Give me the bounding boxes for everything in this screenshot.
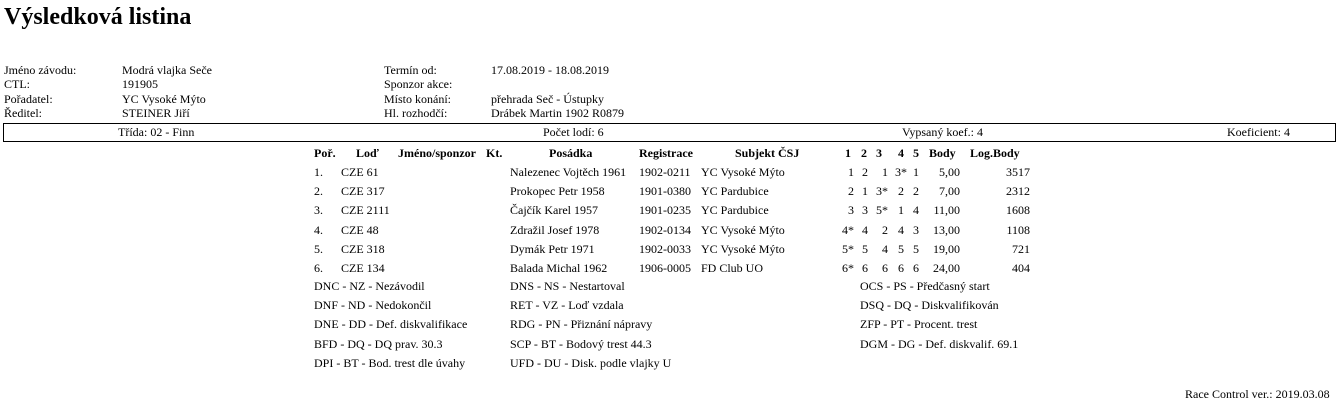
cell-posadka: Čajčík Karel 1957 xyxy=(510,203,598,218)
cell-posadka: Balada Michal 1962 xyxy=(510,261,608,275)
class-pocet-lodi: Počet lodí: 6 xyxy=(543,125,604,139)
legend-item: RET - VZ - Loď vzdala xyxy=(510,298,624,313)
cell-lod: CZE 318 xyxy=(341,241,385,256)
legend-item: UFD - DU - Disk. podle vlajky U xyxy=(510,355,672,370)
info-label: Jméno závodu: xyxy=(4,63,77,77)
cell-posadka: Nalezenec Vojtěch 1961 xyxy=(510,165,627,179)
info-label: Sponzor akce: xyxy=(384,77,453,91)
cell-body: 11,00 xyxy=(933,203,960,218)
header-subjekt: Subjekt ČSJ xyxy=(735,146,800,160)
cell-lod: CZE 317 xyxy=(341,184,385,199)
cell-r3: 2 xyxy=(882,222,888,237)
cell-por: 1. xyxy=(314,165,323,179)
cell-r5: 1 xyxy=(913,165,919,179)
cell-r3: 4 xyxy=(882,241,888,256)
info-value: STEINER Jiří xyxy=(122,106,190,120)
cell-r5: 3 xyxy=(913,222,919,237)
footer-version: Race Control ver.: 2019.03.08 xyxy=(1185,387,1330,401)
cell-registrace: 1901-0235 xyxy=(639,203,691,218)
cell-por: 3. xyxy=(314,203,323,218)
legend-item: SCP - BT - Bodový trest 44.3 xyxy=(510,336,652,351)
legend-item: DPI - BT - Bod. trest dle úvahy xyxy=(314,355,466,370)
cell-r5: 5 xyxy=(913,241,919,256)
legend-item: DSQ - DQ - Diskvalifikován xyxy=(860,298,999,313)
cell-r4: 3* xyxy=(895,165,907,179)
legend-item: BFD - DQ - DQ prav. 30.3 xyxy=(314,336,443,351)
cell-r4: 2 xyxy=(898,184,904,199)
cell-r5: 6 xyxy=(913,261,919,275)
cell-r2: 5 xyxy=(862,241,868,256)
header-kt: Kt. xyxy=(486,146,503,160)
cell-subjekt: YC Vysoké Mýto xyxy=(701,165,785,179)
class-koeficient: Koeficient: 4 xyxy=(1227,125,1290,139)
cell-r4: 5 xyxy=(898,241,904,256)
cell-posadka: Zdražil Josef 1978 xyxy=(510,222,600,237)
cell-r3: 5* xyxy=(876,203,888,218)
info-value: YC Vysoké Mýto xyxy=(122,92,206,106)
cell-por: 5. xyxy=(314,241,323,256)
cell-por: 6. xyxy=(314,261,323,275)
cell-r5: 2 xyxy=(913,184,919,199)
info-label: Ředitel: xyxy=(4,106,42,120)
header-r3: 3 xyxy=(876,146,882,160)
cell-r4: 6 xyxy=(898,261,904,275)
class-vypsany-koef: Vypsaný koef.: 4 xyxy=(902,125,983,139)
cell-posadka: Dymák Petr 1971 xyxy=(510,241,595,256)
cell-logbody: 721 xyxy=(1012,241,1030,256)
cell-r2: 3 xyxy=(862,203,868,218)
cell-body: 13,00 xyxy=(933,222,960,237)
info-value: Drábek Martin 1902 R0879 xyxy=(491,106,624,120)
cell-r2: 6 xyxy=(862,261,868,275)
cell-logbody: 1108 xyxy=(1006,222,1030,237)
cell-r1: 1 xyxy=(848,165,854,179)
legend-item: OCS - PS - Předčasný start xyxy=(860,279,990,293)
cell-subjekt: YC Pardubice xyxy=(701,184,769,199)
cell-lod: CZE 61 xyxy=(341,165,379,179)
cell-r4: 1 xyxy=(898,203,904,218)
header-jmeno: Jméno/sponzor xyxy=(398,146,476,160)
cell-logbody: 3517 xyxy=(1006,165,1030,179)
cell-body: 5,00 xyxy=(939,165,960,179)
cell-r3: 3* xyxy=(876,184,888,199)
cell-posadka: Prokopec Petr 1958 xyxy=(510,184,605,199)
class-trida: Třída: 02 - Finn xyxy=(118,125,195,139)
cell-registrace: 1902-0134 xyxy=(639,222,691,237)
info-value: 191905 xyxy=(122,77,158,91)
cell-lod: CZE 48 xyxy=(341,222,379,237)
header-por: Poř. xyxy=(314,146,336,160)
header-registrace: Registrace xyxy=(639,146,693,160)
cell-body: 19,00 xyxy=(933,241,960,256)
cell-r1: 5* xyxy=(842,241,854,256)
info-label: Místo konání: xyxy=(384,92,452,106)
cell-lod: CZE 134 xyxy=(341,261,385,275)
cell-subjekt: YC Pardubice xyxy=(701,203,769,218)
cell-r1: 3 xyxy=(848,203,854,218)
cell-r3: 1 xyxy=(882,165,888,179)
info-label: Termín od: xyxy=(384,63,437,77)
cell-subjekt: YC Vysoké Mýto xyxy=(701,222,785,237)
legend-item: DNC - NZ - Nezávodil xyxy=(314,279,425,293)
cell-registrace: 1906-0005 xyxy=(639,261,691,275)
info-value: Modrá vlajka Seče xyxy=(122,63,212,77)
cell-r5: 4 xyxy=(913,203,919,218)
info-value: přehrada Seč - Ústupky xyxy=(491,92,604,106)
cell-body: 24,00 xyxy=(933,261,960,275)
cell-r1: 6* xyxy=(842,261,854,275)
cell-r1: 2 xyxy=(848,184,854,199)
cell-por: 4. xyxy=(314,222,323,237)
cell-registrace: 1902-0211 xyxy=(639,165,691,179)
info-label: CTL: xyxy=(4,77,30,91)
header-lod: Loď xyxy=(356,146,379,160)
info-label: Hl. rozhodčí: xyxy=(384,106,448,120)
cell-logbody: 1608 xyxy=(1006,203,1030,218)
cell-logbody: 404 xyxy=(1012,261,1030,275)
header-r5: 5 xyxy=(913,146,919,160)
legend-item: ZFP - PT - Procent. trest xyxy=(860,317,978,332)
header-posadka: Posádka xyxy=(549,146,593,160)
cell-r2: 4 xyxy=(862,222,868,237)
cell-r3: 6 xyxy=(882,261,888,275)
header-r2: 2 xyxy=(861,146,867,160)
page-title: Výsledková listina xyxy=(4,4,192,30)
legend-item: RDG - PN - Přiznání nápravy xyxy=(510,317,653,332)
header-body: Body xyxy=(929,146,956,160)
legend-item: DNE - DD - Def. diskvalifikace xyxy=(314,317,468,332)
header-logbody: Log.Body xyxy=(970,146,1020,160)
cell-r2: 1 xyxy=(862,184,868,199)
cell-registrace: 1902-0033 xyxy=(639,241,691,256)
cell-logbody: 2312 xyxy=(1006,184,1030,199)
info-value: 17.08.2019 - 18.08.2019 xyxy=(491,63,609,77)
header-r4: 4 xyxy=(898,146,904,160)
cell-body: 7,00 xyxy=(939,184,960,199)
cell-por: 2. xyxy=(314,184,323,199)
cell-registrace: 1901-0380 xyxy=(639,184,691,199)
legend-item: DGM - DG - Def. diskvalif. 69.1 xyxy=(860,336,1019,351)
legend-item: DNS - NS - Nestartoval xyxy=(510,279,625,293)
cell-r1: 4* xyxy=(842,222,854,237)
cell-r4: 4 xyxy=(898,222,904,237)
cell-lod: CZE 2111 xyxy=(341,203,390,218)
class-bar xyxy=(3,123,1336,142)
legend-item: DNF - ND - Nedokončil xyxy=(314,298,432,313)
cell-subjekt: YC Vysoké Mýto xyxy=(701,241,785,256)
cell-subjekt: FD Club UO xyxy=(701,261,764,275)
header-r1: 1 xyxy=(845,146,851,160)
info-label: Pořadatel: xyxy=(4,92,53,106)
cell-r2: 2 xyxy=(862,165,868,179)
